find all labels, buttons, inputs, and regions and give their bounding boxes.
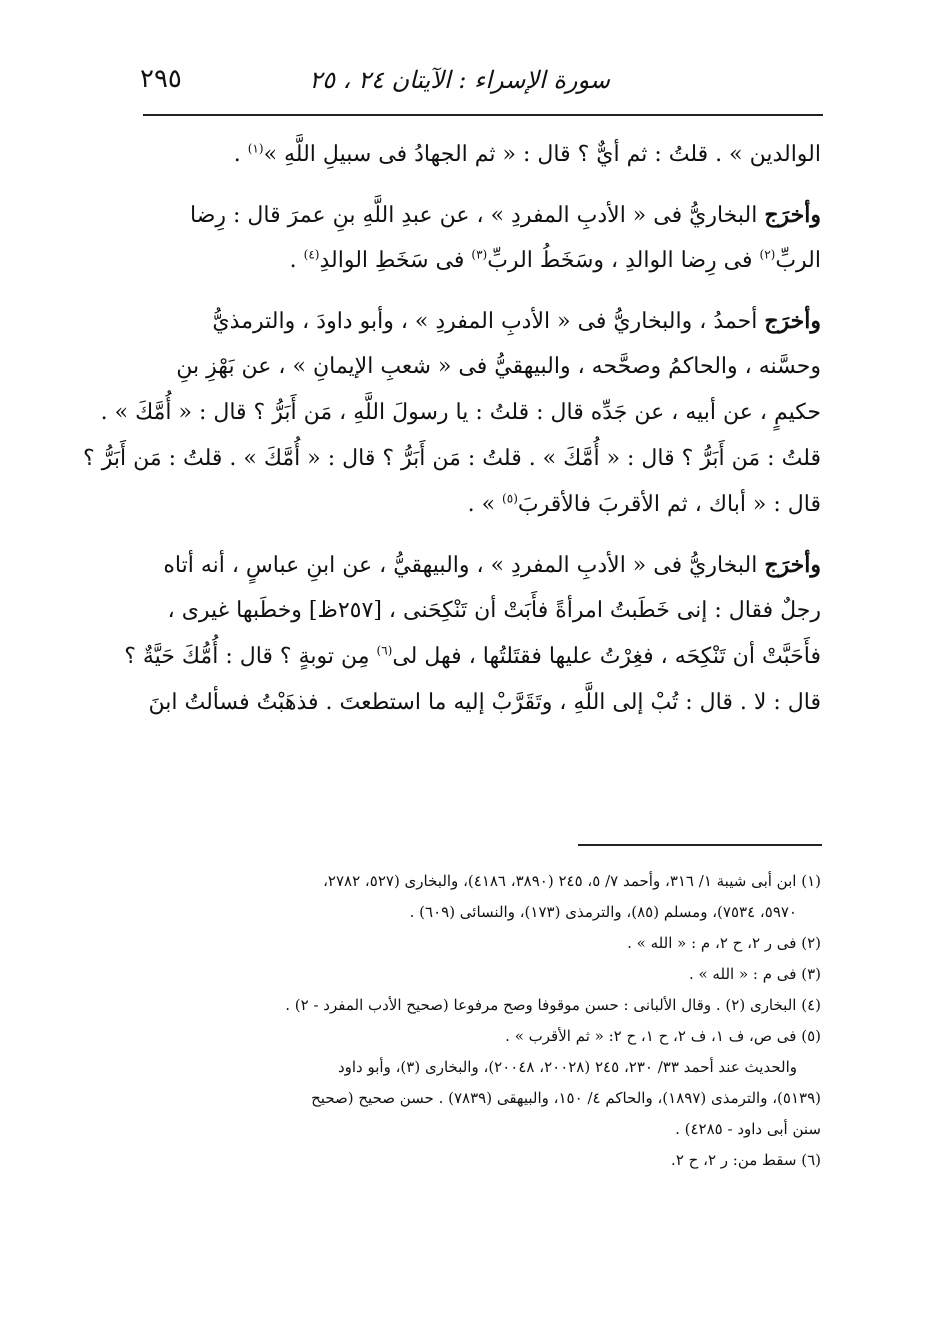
footnote-6: (٦) سقط من: ر ٢، ح ٢. <box>671 1151 821 1169</box>
footnote-2: (٢) فى ر ٢، ح ٢، م : « الله » . <box>627 934 821 952</box>
footnote-5-note-cont: (٥١٣٩)، والترمذى (١٨٩٧)، والحاكم ٤/ ١٥٠، والبيهقى (٧٨٣٩) . حسن صحيح (صحيح <box>311 1089 821 1107</box>
text-line: رجلٌ فقال : إنى خَطَبتُ امرأةً فأَبَتْ أن تَنْكِحَنى ، [٢٥٧ظ] وخطَبها غيرى ، <box>167 598 821 623</box>
running-title: سورة الإسراء : الآيتان ٢٤ ، ٢٥ <box>309 66 610 94</box>
line-text: فأَحَبَّتْ أن تَنْكِحَه ، فغِرْتُ عليها فقتَلتُها ، فهل لى <box>392 644 821 669</box>
line-text: . <box>289 248 304 273</box>
footnote-marker: (٥) <box>502 491 518 506</box>
line-text: الوالدين » . قلتُ : ثم أيٌّ ؟ قال : « ثم الجهادُ فى سبيلِ اللَّهِ » <box>263 142 821 167</box>
text-line: وحسَّنه ، والحاكمُ وصحَّحه ، والبيهقيُّ فى « شعبِ الإيمانِ » ، عن بَهْزِ بنِ <box>176 354 821 379</box>
text-line: حكيمٍ ، عن أبيه ، عن جَدِّه قال : قلتُ : يا رسولَ اللَّهِ ، مَن أَبَرُّ ؟ قال : « أُمَّكَ » . <box>100 400 821 425</box>
footnote-4: (٤) البخارى (٢) . وقال الألبانى : حسن موقوفا وصح مرفوعا (صحيح الأدب المفرد - ٢) . <box>285 996 821 1014</box>
line-text: فى سَخَطِ الوالدِ <box>319 248 472 273</box>
footnote-marker: (٦) <box>376 643 393 658</box>
main-text <box>83 132 821 726</box>
footnote-marker: (٣) <box>471 247 488 262</box>
footnote-1: (١) ابن أبى شيبة ١/ ٣١٦، وأحمد ٧/ ٥، ٢٤٥ (٣٨٩٠، ٤١٨٦)، والبخارى (٥٢٧، ٢٧٨٢، <box>323 872 821 890</box>
line-text: أحمدُ ، والبخاريُّ فى « الأدبِ المفردِ » ، وأبو داودَ ، والترمذيُّ <box>212 309 765 334</box>
footnote-5-note-cont: سنن أبى داود - ٤٢٨٥) . <box>675 1120 821 1138</box>
text-line <box>131 542 821 588</box>
footnote-1-cont: ٥٩٧٠، ٧٥٣٤)، ومسلم (٨٥)، والترمذى (١٧٣)، والنسائى (٦٠٩) . <box>409 903 797 921</box>
footnote-rule <box>578 844 822 846</box>
line-text: » . <box>467 492 503 517</box>
footnote-3: (٣) فى م : « الله » . <box>688 965 821 983</box>
paragraph-lead: وأخرَج <box>764 552 821 578</box>
page-header <box>130 62 820 102</box>
text-line: قلتُ : مَن أَبَرُّ ؟ قال : « أُمَّكَ » . قلتُ : مَن أَبَرُّ ؟ قال : « أُمَّكَ » . قلتُ : مَن أَبَرُّ ؟ <box>83 446 821 471</box>
text-line <box>131 132 821 178</box>
text-line <box>131 238 821 284</box>
text-line: قال : لا . قال : تُبْ إلى اللَّهِ ، وتَقَرَّبْ إليه ما استطعتَ . فذهَبْتُ فسألتُ ابنَ <box>148 690 821 715</box>
footnote-5: (٥) فى ص، ف ١، ف ٢، ح ١، ح ٢: « ثم الأقرب » . <box>505 1027 821 1045</box>
header-rule <box>143 114 823 116</box>
line-text: البخاريُّ فى « الأدبِ المفردِ » ، والبيهقيُّ ، عن ابنِ عباسٍ ، أنه أتاه <box>163 553 765 578</box>
paragraph-lead: وأخرَج <box>764 308 821 334</box>
text-line <box>124 634 821 680</box>
footnote-marker: (٢) <box>759 247 776 262</box>
line-text: البخاريُّ فى « الأدبِ المفردِ » ، عن عبدِ اللَّهِ بنِ عمرَ قال : رِضا <box>190 203 765 228</box>
line-text: قال : « أباك ، ثم الأقربَ فالأقربَ <box>517 492 821 517</box>
footnote-5-note: والحديث عند أحمد ٣٣/ ٢٣٠، ٢٤٥ (٢٠٠٢٨، ٢٠٠٤٨)، والبخارى (٣)، وأبو داود <box>337 1058 797 1076</box>
line-text: مِن توبةٍ ؟ قال : أُمُّكَ حَيَّةٌ ؟ <box>124 644 377 669</box>
footnote-marker: (١) <box>247 141 264 156</box>
text-line <box>131 482 821 528</box>
text-line <box>131 192 821 238</box>
line-text: فى رِضا الوالدِ ، وسَخَطُ الربِّ <box>487 248 760 273</box>
line-text: الربِّ <box>775 248 821 273</box>
footnote-marker: (٤) <box>303 247 320 262</box>
text-line <box>131 298 821 344</box>
footnotes <box>121 866 821 1176</box>
paragraph-lead: وأخرَج <box>764 202 821 228</box>
page-number: ٢٩٥ <box>140 64 182 94</box>
line-text: . <box>233 142 248 167</box>
